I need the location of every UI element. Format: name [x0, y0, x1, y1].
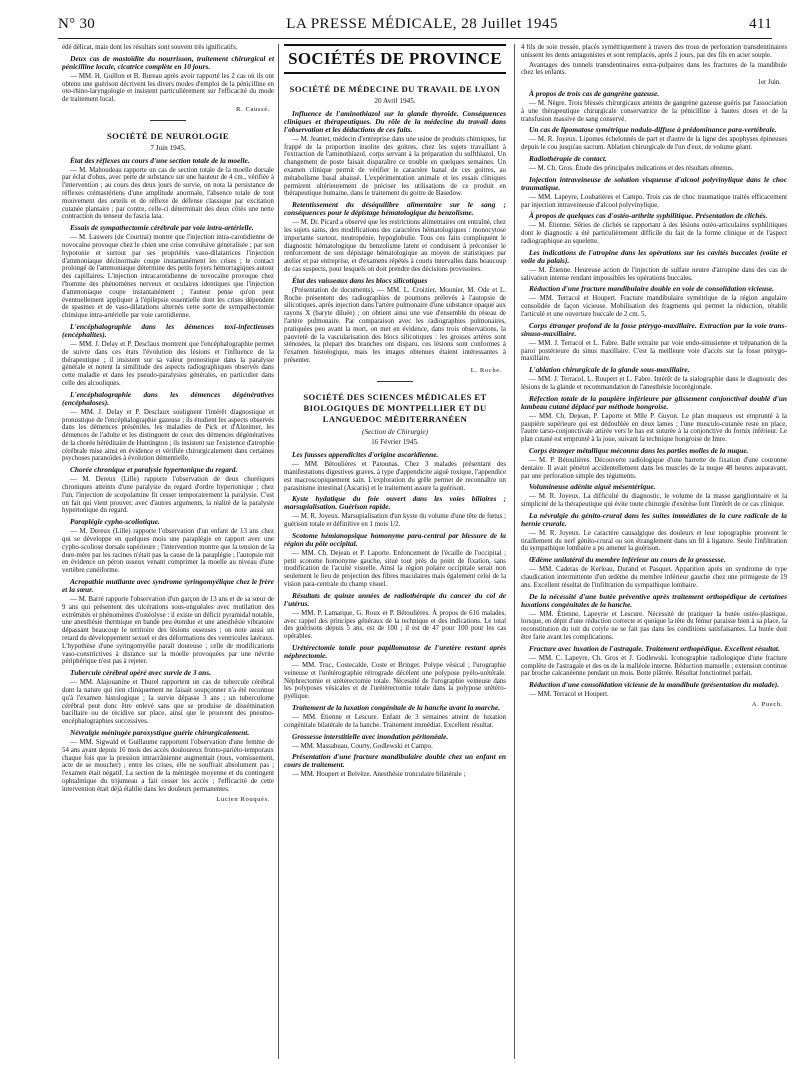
article-title: Les fausses appendicites d'origine ascaridienne. [292, 450, 439, 460]
continuation-text: édé délicat, mais dont les résultats sont souvent très ignificatifs. [62, 44, 238, 51]
article-title: Traitement de la luxation congénitale de la hanche avant la marche. [292, 703, 501, 713]
article-title: Un cas de lipomatose symétrique nodulo-diffuse à prédominance para-vertébrale. [529, 125, 777, 135]
article-title: Injection intraveineuse de solution visqueuse d'alcool polyvinylique dans le choc traumatique. [521, 174, 787, 192]
article-body: (Présentation de documents). — MM. L. Croizier, Mounier, M. Ode et L. Roche présentent des radiographies de poumons prélevés à l'autopsie de silicotiques, après injection dans l'artère pulmonaire d'une substance opaque aux rayons X (baryte diluée) ; on obtient ainsi une vue d'ensemble du réseau de l'artère pulmonaire. Par comparaison avec les radiographies pulmonaires, pratiquées peu avant la mort, on met en évidence, dans trois observations, la pauvreté de la vascularisation des blocs silicotiques : les grosses artères sont sténosées, la plupart des branches ont disparu, ces lésions sont conformes à l'examen histologique, mais les images obtenues étaient intéressantes à présenter. [284, 286, 506, 364]
signature: R. Caussé. [235, 105, 270, 113]
article-title: Paraplégie cypho-scoliotique. [70, 517, 160, 527]
continuation-text: Avantages des tunnels transdentinaires extra-pulpaires dans les fractures de la mandibule chez les enfants. [521, 61, 787, 77]
running-head [58, 16, 772, 36]
article-body: — MM. Étienne, Lapeyrie et Lescure. Nécessité de pratiquer la butée ostéo-plastique, lorsque, en dépit d'une réduction correcte et quoique la tête du fémur paraisse bien à sa place, la reconstitution du toit du cotyle ne se fait pas dans les conditions satisfaisantes. La butée doit être faite avant les complications. [521, 610, 787, 642]
article-body: — MM. Sigwald et Guillaume rapportent l'observation d'une femme de 54 ans ayant depuis 16 mois des accès douloureux fronto-pariéto-temporaux chaque fois que la pression intracrânienne augmentait (toux, vomissement, acte de se moucher) ; entre les crises, elle ne souffrait absolument pas ; l'examen était négatif. La section de la méningée moyenne et du contingent ophtalmique du trijumeau a fait cesser les accès ; l'efficacité de cette intervention était déjà établie dans les douleurs permanentes. [62, 739, 274, 793]
article-title: Résultats de quinze années de radiothérapie du cancer du col de l'utérus. [284, 590, 506, 608]
page-number: N° 30 [58, 16, 96, 32]
article-title: Corps étranger métallique méconnu dans les parties molles de la nuque. [529, 445, 749, 455]
article-title: L'encéphalographie dans les démences toxi-infectieuses (encéphalites). [62, 321, 274, 339]
article-body: — MM. Caderas de Kerleau, Durand et Pasquet. Apparition après un syndrome de type claudication intermittente d'un œdème du membre inférieur gauche chez une primigeste de 19 ans. Excellent résultat de l'infiltration du sympathique lombaire. [521, 566, 787, 589]
article-body: — MM. P. Lamarque, G. Roux et P. Bétoulières. À propos de 616 malades, avec rappel des principes généraux de la technique et des indications. Le total des guérisons depuis 5 ans, est de 100 ; il est de 47 pour 100 pour les cas opérables. [284, 609, 506, 641]
article-title: Réduction d'une fracture mandibulaire double en voie de consolidation vicieuse. [529, 284, 775, 294]
continuation-text: 4 fils de soie tressée, placés symétriquement à travers des trous de perforation transdentinaires unissent les dents antagonistes et sont remplacés, après 2 jours, par des fils en acier souple. [521, 44, 787, 59]
article-body: — MM. H. Guillon et B. Bureau après avoir rapporté les 2 cas où ils ont obtenu une guérison décrivent les divers modes d'emploi de la pénicilline en oto-rhino-laryngologie et insistent particulièrement sur l'efficacité du mode de traitement local. [62, 72, 274, 104]
section-title: SOCIÉTÉ DE NEUROLOGIE [106, 130, 230, 141]
article-title: Œdème unilatéral du membre inférieur au cours de la grossesse. [529, 555, 726, 565]
article-body: — M. R. Joyeux. La difficulté du diagnostic, le volume de la masse ganglionnaire et la simplicité de la thérapeutique qui évite toute chirurgie d'exérèse font l'intérêt de ce cas clinique. [521, 493, 787, 509]
article-title: Deux cas de mastoïdite du nourrisson, traitement chirurgical et pénicilline locale, cicatrice complète en 10 jours. [62, 53, 274, 71]
article-body: — M. Dr. Picard a observé que les restrictions alimentaires ont entraîné, chez les sujets sains, des modifications des caractères hématologiques : monocytose importante surtout, neutropénie, hypoglobulie. Tous ces faits compliquent le diagnostic hématologique du benzolisme latent et conduisent à préconiser le renforcement de son dépistage hématologique au moyen de statistiques par atelier et par entreprise, et d'examens répétés à courts intervalles dans beaucoup de cas suspects, pour lesquels on doit prendre des décisions provisoires. [284, 219, 506, 273]
article-body: — M. Nègre. Trois blessés chirurgicaux atteints de gangrène gazeuse guéris par l'association à une thérapeutique chirurgicale conservatrice de la pénicilline à hautes doses et de la transfusion massive de sang conservé. [521, 99, 787, 123]
article-body: — M. R. Joyeux. Le caractère causalgique des douleurs et leur topographie prouvent le tiraillement du nerf génito-crural ou son étranglement dans un fil à ligature. Seule l'infiltration du sympathique lombaire a pu amener la guérison. [521, 529, 787, 553]
article-title: La névralgie du génito-crural dans les suites immédiates de la cure radicale de la hernie crurale. [521, 510, 787, 528]
article-body: — MM. C. Lapeyre, Ch. Gros et J. Godlewski. Iconographie radiologique d'une fracture complète de l'astragale et des os de la malléole interne. Réduction manuelle ; extension continue par broche calcanéenne pendant un mois. Botte plâtrée. Résultat fonctionnel parfait. [521, 654, 787, 678]
column-divider [514, 44, 515, 1059]
article-title: Urétérectomie totale pour papillomatose de l'uretère restant après néphrectomie. [284, 643, 506, 661]
article-body: — MM. Étienne et Lescure. Enfant de 3 semaines atteint de luxation congénitale bilatérale de la hanche. Traitement immédiat. Excellent résultat. [284, 714, 506, 729]
folio: 411 [749, 16, 772, 32]
separator [150, 120, 186, 121]
article-title: L'encéphalographie dans les démences dégénératives (encéphaloses). [62, 389, 274, 407]
article-title: État des réflexes au cours d'une section totale de la moelle. [70, 155, 250, 165]
article-body: — MM. Terracol et Houpert. Fracture mandibulaire symétrique de la région angulaire consolidée de façon vicieuse. Mobilisation des fragments qui permet la réduction, rétablit l'articulé et une ouverture buccale de 2 cm. 5. [521, 295, 787, 318]
article-body: — MM. Terracol et Houpert. [529, 691, 609, 699]
article-title: À propos de quelques cas d'ostéo-arthrite syphilitique. Présentation de clichés. [529, 211, 768, 221]
article-body: — MM. J. Delay et P. Desclaux montrent que l'encéphalographie permet de suivre dans ces états l'évolution des lésions et l'influence de la thérapeutique ; il insistent sur sa valeur pronostique dans la paralysie générale et notent la similitude des aspects radiographiques observés dans cette maladie et dans les pseudo-paralysies générales, en particulier dans celle des alcooliques. [62, 340, 274, 387]
article-body: — MM. Lapeyre, Loubatières et Campo. Trois cas de choc traumatique traités efficacement par injection intraveineuse d'alcool polyvinylique. [521, 193, 787, 209]
article-body: — M. Dereux (Lille) rapporte l'observation de deux choréiques chroniques atteints d'une paralysie du regard d'ordre hypertonique ; chez l'un, l'injection de scopolamine fit cesser temporairement la paralysie. C'est un fait qui vient prouver, avec d'autres arguments, la réalité de la paralysie hypertonique du regard. [62, 476, 274, 515]
article-title: Kyste hydatique du foie ouvert dans les voies biliaires ; marsupialisation. Guérison rapide. [284, 494, 506, 512]
article-body: — M. Étienne. Séries de clichés se rapportant à des lésions ostéo-articulaires syphilitiques dont le diagnostic a été particulièrement difficile du fait de la forme clinique et de l'aspect radiographique au squelette. [521, 222, 787, 245]
article-title: L'ablation chirurgicale de la glande sous-maxillaire. [529, 365, 690, 375]
article-body: — MM. Alajouanine et Thurel rapportent un cas de tubercule cérébral dont la nature qui rien cliniquement ne faisait soupçonner n'a été reconnue qu'à l'examen histologique ; la survie dépasse 3 ans ; un tuberculome cérébral peut donc être enlevé sans que se produise de dissémination bacillaire ou de récidive sur place, ainsi que le prouvent des pneumo-encéphalographies successives. [62, 679, 274, 726]
article-body: — M. Barré rapporte l'observation d'un garçon de 13 ans et de sa sœur de 9 ans qui présentent des ulcérations sous-unguéales avec mutilation des extrémités et phénomènes d'ostéolyse : il existe un déficit pyramidal notable, une anesthésie thermique en bande peu étendue et une anesthésie vibratoire dépassant beaucoup le territoire des lésions osseuses ; on note aussi un retard du développement sexuel et des déformations des ventricules latéraux. L'hypothèse d'une syringomyélie paraît douteuse ; celle de modifications vaso-constrictives à distance sur la moelle provoquées par une névrite périphérique n'est pas à rejeter. [62, 596, 274, 666]
section-title: SOCIÉTÉ DE MÉDECINE DU TRAVAIL DE LYON [289, 84, 501, 94]
article-title: Radiothérapie de contact. [529, 153, 607, 163]
article-title: Réfection totale de la paupière inférieure par glissement conjonctival doublé d'un lambeau cutané déplacé par méthode hongroise. [521, 393, 787, 411]
separator [377, 381, 413, 382]
session-date: 16 Février 1945. [371, 438, 419, 447]
article-body: — MM. Truc, Costecalde, Coste et Bringer. Polype vésical ; l'urographie veineuse et l'urétérographie rétrograde décèlent une polypose pyélo-urétérale. Néphrectomie et urétérectomie totale. Nécessité de l'urographie veineuse dans les polyposes vésicales et de l'urétérectomie totale dans la polypose urétéro-pyélique. [284, 662, 506, 701]
session-date: 1er Juin. [757, 79, 781, 87]
article-body: — MM. Ch. Dejean, P. Laporte et Mlle P. Guyon. Le plan muqueux est emprunté à la paupière supérieure qui est dédoublée en deux lames ; l'une musculo-cutanée reste en place, l'autre tarso-conjonctivale attirée vers le bas est suturée à la conjonctive du fornix inférieur. Le plan cutané est emprunté à la joue, suivant la technique hongroise de Imre. [521, 412, 787, 444]
article-title: Grossesse interstitielle avec inondation péritonéale. [292, 731, 449, 741]
column-2 [284, 44, 506, 1064]
article-body: — M. R. Joyeux. Marsupialisation d'un kyste du volume d'une tête de fœtus ; guérison totale et définitive en 1 mois 1/2. [284, 513, 506, 529]
article-body: — MM. J. Delay et P. Desclaux soulignent l'intérêt diagnostique et pronostique de l'encéphalographie gazeuse ; ils étudient les aspects observés dans les démences préséniles, les maladies de Pick et d'Alzeimer, les démences de l'adulte et les distinguent de ceux des démences dégénératives de la chorée héréditaire de Huntington ; ils insistent sur l'existence d'atrophie cérébrale mise ainsi en évidence et vérifiée chirurgicalement dans certaines psychoses paranoïdes à évolution démentielle. [62, 408, 274, 463]
column-3 [521, 44, 787, 1064]
section-title: SOCIÉTÉ DES SCIENCES MÉDICALES ET BIOLOGIQUES DE MONTPELLIER ET DU LANGUEDOC MÉDITERRANÉEN [303, 391, 487, 424]
article-body: — M. Lauwers (de Courtrai) montre que l'injection intra-carotidienne de novocaïne provoque chez le chien une crise convulsive généralisée ; par son hypotonie et surtout par ses propriétés vaso-dilatatrices l'injection d'ammoniaque décinormale coupe instantanément les crises ; le contact prolongé de l'ammoniaque détermine des petits foyers hémorragiques autour des capillaires. L'injection intracarotidienne de novocaïne provoque chez l'homme des phénomènes nerveux et oculaires identiques que l'injection d'ammoniaque coupe instantanément ; l'auteur pense qu'on peut éventuellement appliquer à l'épilepsie essentielle dont les crises dépendent de spasmes et de vaso-dilatations alternés cette sorte de sympathectomie chimique intra-artérielle par voie carotidienne. [62, 234, 274, 320]
session-date: 20 Avril 1945. [374, 97, 416, 105]
article-title: Scotome hémianopsique homonyme para-central par blessure de la région du pôle occipital. [284, 530, 506, 548]
article-title: Névralgie méningée paroxystique guérie chirurgicalement. [70, 728, 250, 737]
article-body: — MM. Ch. Dejean et P. Laporte. Enfoncement de l'écaille de l'occipital ; petit scotome homonyme gauche, situé tout près du point de fixation, sans modification de l'acuité visuelle. Ainsi la région polaire occipitale serait non seulement le lieu de projection des fibres maculaires mais également celui de la vision para-centrale du champ visuel. [284, 549, 506, 589]
section-subtitle: (Section de Chirurgie) [361, 426, 429, 436]
article-title: Tubercule cérébral opéré avec survie de 3 ans. [70, 668, 211, 678]
article-title: De la nécessité d'une butée préventive après traitement orthopédique de certaines luxations congénitales de la hanche. [521, 591, 787, 609]
section-banner: SOCIÉTÉS DE PROVINCE [284, 44, 506, 74]
article-title: Volumineuse adénite aiguë mésentérique. [529, 482, 656, 492]
article-title: Chorée chronique et paralysie hypertonique du regard. [70, 465, 238, 475]
signature: A. Puech. [751, 701, 783, 709]
article-title: Acropathie mutilante avec syndrome syringomyélique chez le frère et la sœur. [62, 577, 274, 595]
article-title: Réduction d'une consolidation vicieuse de la mandibule (présentation du malade). [529, 680, 780, 690]
article-body: — M. R. Joyeux. Lipomes échelonnés de part et d'autre de la ligne des apophyses épineuses depuis le cou jusqu'au sacrum. Ablation chirurgicale de l'un d'eux, de volume géant. [521, 136, 787, 152]
article-title: Essais de sympathectomie cérébrale par voie intra-artérielle. [70, 223, 254, 233]
signature: Lucien Rouquès. [216, 795, 270, 803]
article-title: À propos de trois cas de gangrène gazeuse. [529, 88, 660, 98]
article-title: Retentissement du déséquilibre alimentaire sur le sang ; conséquences pour le dépistage hématologique du benzolisme. [284, 200, 506, 218]
article-body: — M. Jeantet, médecin d'entreprise dans une usine de produits chimiques, fut frappé de la proportion insolite des goitres, chez les sujets travaillant à l'extraction de l'aminothiazol, corps servant à la préparation du sulfthiazol. Un changement de poste faisait disparaître ce trouble en quelques semaines. Un examen clinique permit de vérifier le caractère banal de ces goitres, au métabolisme basal abaissé. L'expérimentation animale et les essais cliniques permirent ultérieurement de préciser les utilisations de ce produit en thérapeutique humaine, dans le traitement du goitre de Basedow. [284, 135, 506, 198]
article-body: — M. Dereux (Lille) rapporte l'observation d'un enfant de 13 ans chez qui se développe en quelques mois une paraplégie en rapport avec une cypho-scoliose dorsale supérieure ; l'intervention montre que la tension de la dure-mère par les racines n'était pas la cause de la paraplégie ; l'autopsie mit en évidence un péron osseux venant comprimer la moelle au niveau d'une vertèbre cunéiforme. [62, 528, 274, 575]
header-rule [58, 38, 772, 39]
article-title: Corps étranger profond de la fosse ptérygo-maxillaire. Extraction par la voie trans-sinuso-maxillaire. [521, 320, 787, 338]
session-date: 7 Juin 1945. [150, 143, 186, 152]
article-title: Présentation d'une fracture mandibulaire double chez un enfant en cours de traitement. [284, 752, 506, 770]
article-title: Les indications de l'atropine dans les opérations sur les cavités buccales (voûte et voile du palais). [521, 247, 787, 265]
article-body: — MM. J. Terracol, L. Roupert et L. Fabre. Intérêt de la sialographie dans le diagnostic des lésions de la glande et recommandation de l'anesthésie locorégionale. [521, 376, 787, 391]
article-body: — MM. Massabuau, Courty, Godlewski et Campo. [292, 742, 433, 750]
column-1 [62, 44, 274, 1064]
article-body: — MM. Bétoulières et Patounas. Chez 3 malades présentant des manifestations digestives graves, à type d'appendicite aiguë toxique, l'appendice est macroscopiquement sain. L'exploration du grêle permet de reconnaître un parasitisme intestinal (Ascaris) et le traitement assure la guérison. [284, 461, 506, 492]
column-divider [278, 44, 279, 1059]
article-body: — MM. Houpert et Belvèze. Anesthésie tronculaire bilatérale ; [292, 771, 466, 779]
article-body: — M. P. Bétoulières. Découverte radiologique d'une barrette de fixation d'une couronne dentaire. Il avait pénétré accidentellement dans les muscles de la nuque 48 heures auparavant, par une perforation simple des téguments. [521, 456, 787, 480]
article-body: — M. Étienne. Heureuse action de l'injection de sulfate neutre d'atropine dans des cas de salivation intense rendant impossibles les opérations buccales. [521, 266, 787, 282]
article-body: — MM. J. Terracol et L. Fabre. Balle extraite par voie endo-sinusienne et trépanation de la paroi postérieure du sinus maxillaire. C'est la meilleure voie d'accès sur la fosse ptérygo-maxillaire. [521, 339, 787, 363]
article-title: État des vaisseaux dans les blocs silicotiques [292, 275, 428, 285]
article-body: — M. Mahoudeau rapporte un cas de section totale de la moelle dorsale par éclat d'obus, avec perte de substance sur une hauteur de 4 cm., vérifiée à l'intervention ; au cours des deux jours de survie, on nota la persistance de réflexes crémastériens d'une amplitude anormale, l'absence totale de tout mouvement des orteils et de réflexe de défense classique par excitation cutanée plantaire ; par contre, celle-ci déterminait des deux côtés une nette contraction du tenseur du fascia lata. [62, 166, 274, 221]
journal-title-date: LA PRESSE MÉDICALE, 28 Juillet 1945 [286, 16, 558, 32]
signature: L. Roche. [470, 366, 502, 374]
article-body: — M. Ch. Gros. Étude des principales indications et des résultats obtenus. [529, 164, 734, 172]
article-title: Influence de l'aminothiazol sur la glande thyroïde. Conséquences cliniques et thérapeutiques. Du rôle de la médecine du travail dans l'observation et les déductions de ces faits. [284, 108, 506, 134]
article-title: Fracture avec luxation de l'astragale. Traitement orthopédique. Excellent résultat. [529, 643, 780, 653]
